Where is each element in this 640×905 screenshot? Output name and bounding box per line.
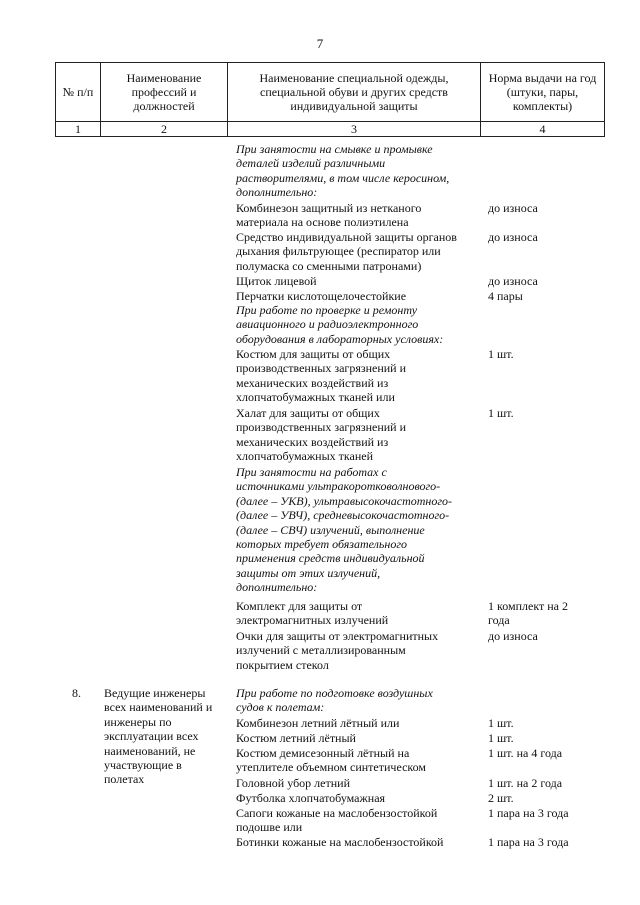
- row-8-number: 8.: [72, 686, 81, 700]
- header-cell-norm: Норма выдачи на год (штуки, пары, комплекты): [481, 63, 605, 122]
- item-face-shield: Щиток лицевой: [236, 274, 317, 288]
- item-suit-general: Костюм для защиты от общих производственных загрязнений и механических воздействий из хлопчатобумажных тканей или: [236, 347, 407, 405]
- header-cell-equipment: Наименование специальной одежды, специальной обуви и других средств индивидуальной защиты: [228, 63, 481, 122]
- item-em-kit: Комплект для защиты от электромагнитных излучений: [236, 599, 389, 628]
- norm-respirator: до износа: [488, 230, 538, 244]
- item-coverall-flight: Комбинезон летний лётный или: [236, 716, 400, 730]
- header-cell-profession: Наименование профессий и должностей: [101, 63, 228, 122]
- norm-robe-general: 1 шт.: [488, 406, 514, 420]
- item-robe-general: Халат для защиты от общих производственных загрязнений и механических воздействий из хлопчатобумажных тканей: [236, 406, 407, 464]
- section-heading-solvents: При занятости на смывке и промывке деталей изделий различными растворителями, в том числе керосином, дополнительно:: [236, 142, 450, 200]
- page-number: 7: [316, 36, 324, 51]
- norm-acid-gloves: 4 пары: [488, 289, 523, 303]
- item-respirator: Средство индивидуальной защиты органов дыхания фильтрующее (респиратор или полумаска со сменными патронами): [236, 230, 457, 273]
- norm-face-shield: до износа: [488, 274, 538, 288]
- column-number-1: 1: [56, 122, 101, 137]
- norm-coverall-nonwoven: до износа: [488, 201, 538, 215]
- section-heading-radiation: При занятости на работах с источниками ультракоротковолнового- (далее – УКВ), ультравысокочастотного- (далее – УВЧ), средневысокочастотного- (далее – СВЧ) излучений, выполнение которых требует обязательного применения средств индивидуальной защиты от этих излучений, дополнительно:: [236, 465, 453, 595]
- norm-tshirt: 2 шт.: [488, 791, 514, 805]
- item-tshirt: Футболка хлопчатобумажная: [236, 791, 386, 805]
- item-boots-high: Сапоги кожаные на маслобензостойкой подошве или: [236, 806, 438, 835]
- header-cell-number: № п/п: [56, 63, 101, 122]
- norm-suit-demiseason: 1 шт. на 4 года: [488, 746, 563, 760]
- norm-em-kit: 1 комплект на 2 года: [488, 599, 568, 628]
- section-heading-aircraft: При работе по подготовке воздушных судов к полетам:: [236, 686, 433, 715]
- column-number-4: 4: [481, 122, 605, 137]
- column-number-2: 2: [101, 122, 228, 137]
- section-heading-lab: При работе по проверке и ремонту авиационного и радиоэлектронного оборудования в лабораторных условиях:: [236, 303, 444, 346]
- norm-headwear: 1 шт. на 2 года: [488, 776, 563, 790]
- item-acid-gloves: Перчатки кислотощелочестойкие: [236, 289, 407, 303]
- item-headwear: Головной убор летний: [236, 776, 350, 790]
- norm-boots-high: 1 пара на 3 года: [488, 806, 569, 820]
- item-suit-flight: Костюм летний лётный: [236, 731, 356, 745]
- item-em-glasses: Очки для защиты от электромагнитных излучений с металлизированным покрытием стекол: [236, 629, 439, 672]
- norm-boots-low: 1 пара на 3 года: [488, 835, 569, 849]
- norm-coverall-flight: 1 шт.: [488, 716, 514, 730]
- column-number-3: 3: [228, 122, 481, 137]
- row-8-profession: Ведущие инженеры всех наименований и инженеры по эксплуатации всех наименований, не участвующие в полетах: [104, 686, 213, 787]
- item-coverall-nonwoven: Комбинезон защитный из нетканого материала на основе полиэтилена: [236, 201, 422, 230]
- norm-suit-general: 1 шт.: [488, 347, 514, 361]
- norm-suit-flight: 1 шт.: [488, 731, 514, 745]
- item-boots-low: Ботинки кожаные на маслобензостойкой: [236, 835, 444, 849]
- table-header: [55, 62, 605, 137]
- item-suit-demiseason: Костюм демисезонный лётный на утеплителе объемном синтетическом: [236, 746, 426, 775]
- norm-em-glasses: до износа: [488, 629, 538, 643]
